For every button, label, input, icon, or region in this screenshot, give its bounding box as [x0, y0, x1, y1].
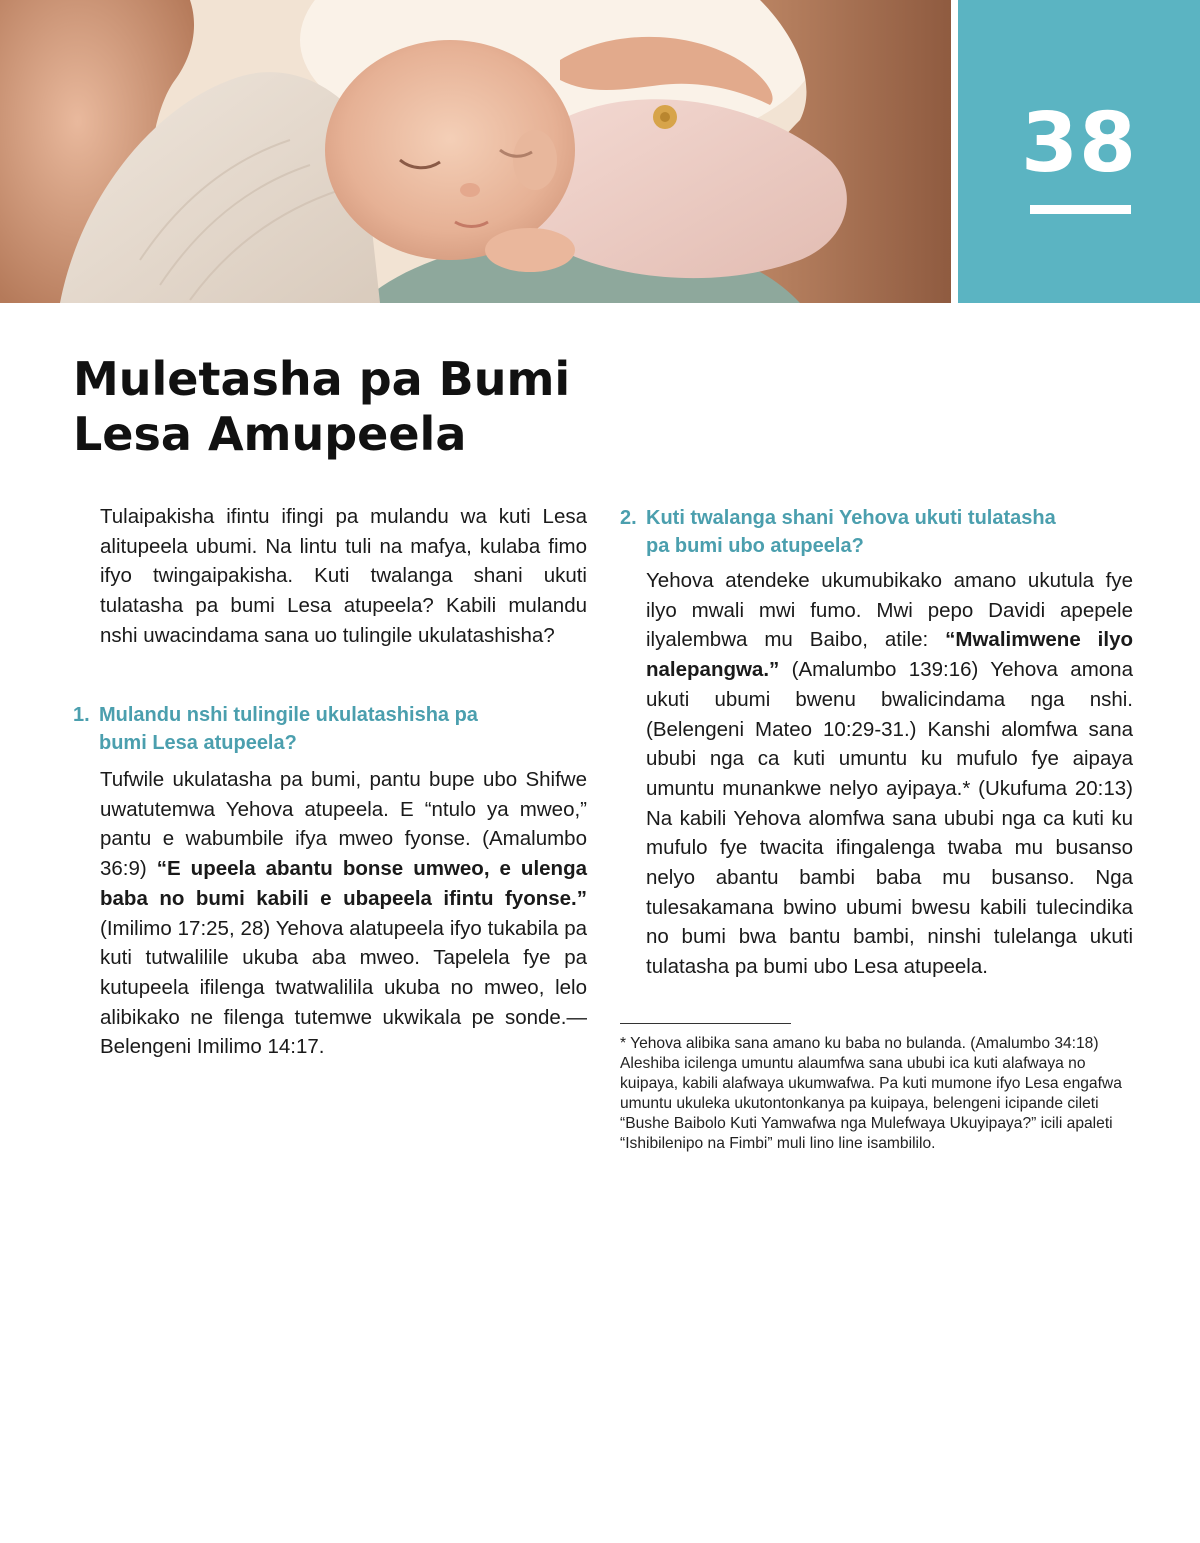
answer-2-block — [646, 566, 1133, 982]
answer-1-block — [100, 765, 587, 1062]
hero-photo — [0, 0, 951, 303]
answer-2-paragraph — [646, 566, 1133, 982]
answer-1-text-b: (Imilimo 17:25, 28) Yehova alatupeela ifyo tukabila pa kuti tutwalilile ukuba aba mweo. Tapelela fye pa kutupeela ifilenga twatwalilila ukuba no mweo, lelo alibikako ne filenga tutemwe ukwikala pe sonde.—Belengeni Imilimo 14:17. — [100, 916, 587, 1059]
question-1-text: Mulandu nshi tulingile ukulatashisha pa bumi Lesa atupeela? — [99, 704, 478, 754]
intro-paragraph: Tulaipakisha ifintu ifingi pa mulandu wa kuti Lesa alitupeela ubumi. Na lintu tuli na mafya, kulaba fimo ifyo twingaipakisha. Kuti twalanga shani ukuti tulatasha pa bumi Lesa atupeela? Kabili mulandu nshi uwacindama sana uo tulingile ukulatashisha? — [100, 505, 587, 647]
chapter-number-box — [958, 0, 1200, 303]
question-1-number: 1. — [73, 704, 90, 726]
question-2-number: 2. — [620, 507, 637, 529]
answer-2-text-a: Yehova atendeke ukumubikako amano ukutula fye ilyo mwali mwi fumo. Mwi pepo Davidi apepele ilyalembwa mu Baibo, atile: — [646, 569, 1133, 652]
answer-2-text-b: (Amalumbo 139:16) Yehova amona ukuti ubumi bwenu bwalicindama nga nshi. (Belengeni Mateo 10:29-31.) Kanshi alomfwa sana ububi nga ca kuti umuntu ku mufulo fye aipaya umuntu munankwe nelyo ayipaya.* (Ukufuma 20:13) Na kabili Yehova alomfwa sana ububi nga ca kuti ku mufulo fye twacita ifingalenga twaba mu busanso nelyo abantu bambi baba mu busanso. Nga tulesakamana bwino ubumi bwesu kabili tulecindika no bumi bwa bantu bambi, ninshi tulelanga ukuti tulatasha pa bumi ubo Lesa atupeela. — [646, 658, 1133, 979]
intro-paragraph-block — [100, 502, 587, 651]
question-1 — [73, 701, 519, 757]
answer-2-bold-quote: “Mwalimwene ilyo nalepangwa.” — [646, 628, 1133, 682]
footnote-divider — [620, 1023, 791, 1024]
chapter-number: 38 — [1020, 96, 1138, 191]
answer-1-bold-quote: “E upeela abantu bonse umweo, e ulenga baba no bumi kabili e ubapeela ifintu fyonse.” — [100, 857, 587, 910]
page-title — [73, 352, 673, 462]
footnote-text: * Yehova alibika sana amano ku baba no bulanda. (Amalumbo 34:18) Aleshiba icilenga umuntu alaumfwa sana ububi ica kuti alafwaya no kuipaya, kabili alafwaya ukumwafwa. Pa kuti mumone ifyo Lesa engafwa umuntu ukuleka ukutontonkanya pa kuipaya, belengeni icipande cileti “Bushe Baibolo Kuti Yamwafwa nga Mulefwaya Ukuyipaya?” icili apaleti “Ishibilenipo na Fimbi” muli lino line isambililo. — [620, 1035, 1122, 1152]
answer-1-paragraph — [100, 765, 587, 1062]
footnote — [620, 1034, 1128, 1154]
page-title-line-2: Lesa Amupeela — [73, 407, 467, 461]
answer-1-text-a: Tufwile ukulatasha pa bumi, pantu bupe ubo Shifwe uwatutemwa Yehova atupeela. E “ntulo ya mweo,” pantu e wabumbile ifya mweo fyonse. (Amalumbo 36:9) — [100, 768, 587, 881]
page-title-line-1: Muletasha pa Bumi — [73, 352, 571, 406]
question-2-text: Kuti twalanga shani Yehova ukuti tulatasha pa bumi ubo atupeela? — [646, 507, 1056, 557]
question-2 — [620, 504, 1066, 560]
photo-mother-holding-sleeping-baby-icon — [0, 0, 951, 303]
chapter-underline — [1030, 205, 1131, 214]
